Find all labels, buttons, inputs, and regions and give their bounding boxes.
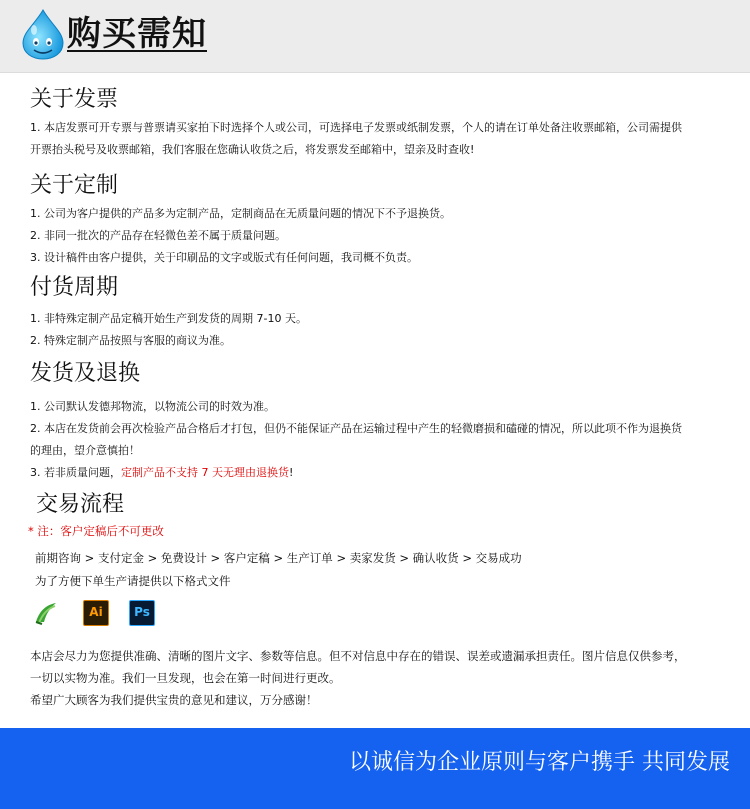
photoshop-icon-label: Ps: [134, 605, 150, 619]
delivery-item-2: 2. 特殊定制产品按照与客服的商议为准。: [30, 334, 231, 347]
shipping-item-2-cont: 的理由，望介意慎拍！: [30, 444, 140, 457]
shipping-item-1: 1. 公司默认发德邦物流，以物流公司的时效为准。: [30, 400, 275, 413]
shipping-item-3-prefix: 3. 若非质量问题，: [30, 466, 121, 479]
shipping-item-2: 2. 本店在发货前会再次检验产品合格后才打包，但仍不能保证产品在运输过程中产生的轻微磨损和磕碰的情况，所以此项不作为退换货: [30, 422, 682, 435]
process-flow: 前期咨询 > 支付定金 > 免费设计 > 客户定稿 > 生产订单 > 卖家发货 > 确认收货 > 交易成功: [35, 551, 522, 565]
illustrator-icon: [83, 600, 109, 626]
custom-item-3: 3. 设计稿件由客户提供，关于印刷品的文字或版式有任何问题，我司概不负责。: [30, 251, 418, 264]
page-header: [0, 0, 750, 73]
section-title-process: 交易流程: [36, 492, 125, 517]
custom-item-2: 2. 非同一批次的产品存在轻微色差不属于质量问题。: [30, 229, 286, 242]
coreldraw-icon: [33, 600, 59, 626]
photoshop-icon: [129, 600, 155, 626]
custom-item-1: 1. 公司为客户提供的产品多为定制产品，定制商品在无质量问题的情况下不予退换货。: [30, 207, 451, 220]
file-formats-label: 为了方便下单生产请提供以下格式文件: [35, 574, 231, 588]
illustrator-icon-label: Ai: [89, 605, 103, 619]
footer-banner: [0, 728, 750, 809]
invoice-line-1: 1. 本店发票可开专票与普票请买家拍下时选择个人或公司，可选择电子发票或纸制发票，个人的请在订单处备注收票邮箱，公司需提供: [30, 121, 682, 134]
section-title-shipping: 发货及退换: [30, 361, 141, 386]
section-title-custom: 关于定制: [30, 173, 119, 198]
water-drop-logo-icon: [20, 8, 66, 60]
page-title: 购买需知: [67, 14, 207, 54]
disclaimer-line-1: 本店会尽力为您提供准确、清晰的图片文字、参数等信息。但不对信息中存在的错误、误差或遗漏承担责任。图片信息仅供参考，: [30, 649, 686, 663]
shipping-item-3-suffix: !: [289, 466, 294, 479]
process-note: * 注：客户定稿后不可更改: [28, 524, 164, 538]
shipping-item-3-warning: 定制产品不支持 7 天无理由退换货: [121, 466, 289, 479]
section-title-invoice: 关于发票: [30, 87, 119, 112]
section-title-delivery: 付货周期: [30, 275, 119, 300]
delivery-item-1: 1. 非特殊定制产品定稿开始生产到发货的周期 7-10 天。: [30, 312, 307, 325]
disclaimer-line-3: 希望广大顾客为我们提供宝贵的意见和建议，万分感谢！: [30, 693, 318, 707]
shipping-item-3: [30, 462, 740, 483]
invoice-line-2: 开票抬头税号及收票邮箱，我们客服在您确认收货之后，将发票发至邮箱中，望亲及时查收!: [30, 143, 475, 156]
footer-slogan: 以诚信为企业原则与客户携手 共同发展: [349, 750, 730, 775]
disclaimer-line-2: 一切以实物为准。我们一旦发现，也会在第一时间进行更改。: [30, 671, 341, 685]
